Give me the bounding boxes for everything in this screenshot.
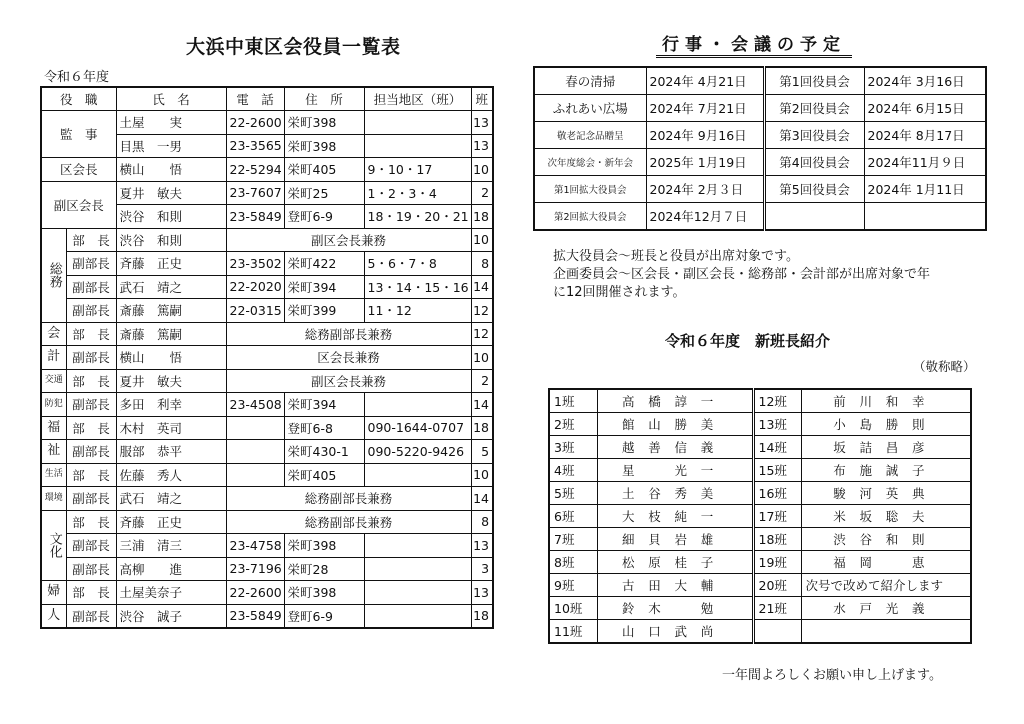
officer-han: 13 (471, 534, 493, 558)
table-row (41, 557, 493, 581)
leader-name: 古田大輔 (597, 574, 753, 597)
group-number: 6班 (549, 505, 597, 528)
leader-row (549, 551, 971, 574)
officer-name: 夏井 敏夫 (116, 369, 226, 393)
leader-row (549, 620, 971, 644)
table-row (41, 252, 493, 276)
meeting-date: 2024年 3月16日 (864, 67, 986, 95)
concurrent-note: 副区会長兼務 (226, 228, 471, 252)
roster-title: 大浜中東区会役員一覧表 (186, 36, 401, 58)
officer-role: 副部長 (66, 487, 116, 511)
officer-name: 多田 利幸 (116, 393, 226, 417)
leader-name: 越善信義 (597, 436, 753, 459)
officer-area (364, 557, 471, 581)
officer-role: 部 長 (66, 416, 116, 440)
group-number: 5班 (549, 482, 597, 505)
officer-phone: 23-3502 (226, 252, 284, 276)
group-number: 2班 (549, 413, 597, 436)
officer-han: 2 (471, 369, 493, 393)
leader-name: 水戸光義 (801, 597, 971, 620)
officer-area (364, 393, 471, 417)
leader-row (549, 482, 971, 505)
officer-address: 栄町398 (284, 581, 364, 605)
officer-han: 18 (471, 416, 493, 440)
officer-han: 8 (471, 510, 493, 534)
officer-name: 佐藤 秀人 (116, 463, 226, 487)
officer-name: 横山 悟 (116, 158, 226, 182)
officer-role: 部 長 (66, 322, 116, 346)
header-phone: 電 話 (226, 87, 284, 111)
table-row (41, 510, 493, 534)
officer-role: 部 長 (66, 369, 116, 393)
leader-name: 福岡 恵 (801, 551, 971, 574)
schedule-row (534, 149, 986, 176)
meeting-date (864, 203, 986, 231)
group-number: 21班 (753, 597, 801, 620)
officer-han: 8 (471, 252, 493, 276)
meeting-name: 第5回役員会 (764, 176, 864, 203)
officer-name: 横山 悟 (116, 346, 226, 370)
group-number: 19班 (753, 551, 801, 574)
meeting-name: 第4回役員会 (764, 149, 864, 176)
meeting-date: 2024年11月９日 (864, 149, 986, 176)
officer-name: 武石 靖之 (116, 275, 226, 299)
group-number (753, 620, 801, 644)
group-label: 生活 (41, 463, 66, 487)
officer-address: 栄町405 (284, 158, 364, 182)
schedule-note-2: 企画委員会～区会長・副区会長・総務部・会計部が出席対象で年 (553, 267, 931, 282)
leader-name: 渋谷和則 (801, 528, 971, 551)
schedule-note-3: に12回開催されます。 (553, 285, 686, 300)
group-label: 防犯 (41, 393, 66, 417)
officer-han: 13 (471, 111, 493, 135)
table-row (41, 463, 493, 487)
officer-name: 斉藤 正史 (116, 510, 226, 534)
group-label: 文化 (41, 510, 66, 581)
group-number: 3班 (549, 436, 597, 459)
officer-area (364, 111, 471, 135)
officer-han: 14 (471, 393, 493, 417)
meeting-date: 2024年 6月15日 (864, 95, 986, 122)
officer-han: 13 (471, 134, 493, 158)
table-row (41, 322, 493, 346)
officer-phone: 23-4508 (226, 393, 284, 417)
officer-name: 渋谷 和則 (116, 205, 226, 229)
officer-name: 土屋美奈子 (116, 581, 226, 605)
table-row (41, 487, 493, 511)
concurrent-note: 総務副部長兼務 (226, 510, 471, 534)
event-name: ふれあい広場 (534, 95, 646, 122)
officer-name: 土屋 実 (116, 111, 226, 135)
officer-name: 武石 靖之 (116, 487, 226, 511)
table-row (41, 111, 493, 135)
officer-address: 栄町28 (284, 557, 364, 581)
group-number: 7班 (549, 528, 597, 551)
leader-name: 布施誠子 (801, 459, 971, 482)
event-name: 敬老記念品贈呈 (534, 122, 646, 149)
header-address: 住 所 (284, 87, 364, 111)
group-number: 17班 (753, 505, 801, 528)
officer-role: 副部長 (66, 557, 116, 581)
officer-area: 1・2・3・4 (364, 181, 471, 205)
group-label: 福 (41, 416, 66, 440)
officer-han: 10 (471, 463, 493, 487)
officer-han: 12 (471, 322, 493, 346)
officer-han: 10 (471, 158, 493, 182)
officer-han: 12 (471, 299, 493, 323)
officer-han: 13 (471, 581, 493, 605)
leader-name: 次号で改めて紹介します (801, 574, 971, 597)
group-label: 会 (41, 322, 66, 346)
officer-address: 栄町399 (284, 299, 364, 323)
leader-name: 米坂聡夫 (801, 505, 971, 528)
header-name: 氏 名 (116, 87, 226, 111)
officer-address: 栄町422 (284, 252, 364, 276)
officer-name: 高柳 進 (116, 557, 226, 581)
leader-name (801, 620, 971, 644)
event-date: 2024年 9月16日 (646, 122, 764, 149)
leader-name: 駿河英典 (801, 482, 971, 505)
officer-area: 11・12 (364, 299, 471, 323)
officer-roster-table (40, 86, 494, 629)
group-number: 1班 (549, 389, 597, 413)
leader-name: 松原桂子 (597, 551, 753, 574)
officer-address: 栄町398 (284, 111, 364, 135)
officer-han: 14 (471, 487, 493, 511)
table-row (41, 604, 493, 628)
leader-row (549, 436, 971, 459)
officer-area: 18・19・20・21 (364, 205, 471, 229)
officer-role: 副部長 (66, 393, 116, 417)
header-area: 担当地区（班） (364, 87, 471, 111)
officer-address: 栄町394 (284, 393, 364, 417)
officer-phone: 22-5294 (226, 158, 284, 182)
officer-mobile: 090-1644-0707 (364, 416, 471, 440)
header-role: 役 職 (41, 87, 116, 111)
meeting-name: 第1回役員会 (764, 67, 864, 95)
officer-role: 部 長 (66, 510, 116, 534)
leader-row (549, 389, 971, 413)
group-number: 11班 (549, 620, 597, 644)
officer-phone: 22-2020 (226, 275, 284, 299)
table-row (41, 181, 493, 205)
officer-phone: 23-7607 (226, 181, 284, 205)
officer-han: 10 (471, 228, 493, 252)
group-number: 14班 (753, 436, 801, 459)
leader-name: 館山勝美 (597, 413, 753, 436)
officer-area (364, 581, 471, 605)
table-row (41, 346, 493, 370)
officer-name: 夏井 敏夫 (116, 181, 226, 205)
table-row (41, 534, 493, 558)
leader-row (549, 505, 971, 528)
closing-message: 一年間よろしくお願い申し上げます。 (722, 668, 942, 683)
group-label: 人 (41, 604, 66, 628)
event-date: 2025年 1月19日 (646, 149, 764, 176)
officer-address: 栄町25 (284, 181, 364, 205)
officer-area (364, 604, 471, 628)
officer-name: 木村 英司 (116, 416, 226, 440)
officer-role: 副部長 (66, 252, 116, 276)
table-row (41, 581, 493, 605)
officer-role: 副部長 (66, 299, 116, 323)
leader-row (549, 597, 971, 620)
officer-area: 5・6・7・8 (364, 252, 471, 276)
meeting-name (764, 203, 864, 231)
officer-han: 14 (471, 275, 493, 299)
group-label: 副区会長 (41, 181, 116, 228)
officer-han: 18 (471, 604, 493, 628)
officer-han: 18 (471, 205, 493, 229)
officer-name: 渋谷 和則 (116, 228, 226, 252)
leader-name: 山口武尚 (597, 620, 753, 644)
officer-han: 10 (471, 346, 493, 370)
group-number: 20班 (753, 574, 801, 597)
officer-role: 副部長 (66, 604, 116, 628)
officer-role: 部 長 (66, 228, 116, 252)
schedule-note-1: 拡大役員会～班長と役員が出席対象です。 (553, 249, 799, 264)
leader-row (549, 413, 971, 436)
group-label: 婦 (41, 581, 66, 605)
group-number: 9班 (549, 574, 597, 597)
group-number: 4班 (549, 459, 597, 482)
event-name: 春の清掃 (534, 67, 646, 95)
event-date: 2024年12月７日 (646, 203, 764, 231)
leader-name: 前川和幸 (801, 389, 971, 413)
group-label: 区会長 (41, 158, 116, 182)
officer-address: 栄町398 (284, 134, 364, 158)
officer-area (364, 463, 471, 487)
group-number: 10班 (549, 597, 597, 620)
officer-phone: 22-2600 (226, 581, 284, 605)
group-number: 18班 (753, 528, 801, 551)
officer-role: 副部長 (66, 275, 116, 299)
officer-name: 斎藤 篤嗣 (116, 299, 226, 323)
group-label: 計 (41, 346, 66, 370)
officer-address: 栄町398 (284, 534, 364, 558)
leader-name: 鈴木 勉 (597, 597, 753, 620)
table-row (41, 369, 493, 393)
event-name: 次年度総会・新年会 (534, 149, 646, 176)
officer-role: 部 長 (66, 463, 116, 487)
concurrent-note: 総務副部長兼務 (226, 322, 471, 346)
group-label: 交通 (41, 369, 66, 393)
group-number: 15班 (753, 459, 801, 482)
officer-phone: 23-7196 (226, 557, 284, 581)
schedule-row (534, 176, 986, 203)
leader-name: 小島勝則 (801, 413, 971, 436)
table-row (41, 299, 493, 323)
group-number: 12班 (753, 389, 801, 413)
officer-address: 登町6-9 (284, 205, 364, 229)
officer-name: 斉藤 正史 (116, 252, 226, 276)
officer-address: 栄町394 (284, 275, 364, 299)
table-row (41, 228, 493, 252)
table-row (41, 416, 493, 440)
table-row (41, 275, 493, 299)
honorific-note: （敬称略） (913, 359, 976, 374)
officer-name: 服部 恭平 (116, 440, 226, 464)
table-row (41, 393, 493, 417)
event-date: 2024年 4月21日 (646, 67, 764, 95)
group-number: 16班 (753, 482, 801, 505)
officer-han: 3 (471, 557, 493, 581)
schedule-title: 行事・会議の予定 (656, 30, 852, 58)
schedule-row (534, 122, 986, 149)
schedule-row (534, 95, 986, 122)
officer-name: 斎藤 篤嗣 (116, 322, 226, 346)
leader-name: 坂詰昌彦 (801, 436, 971, 459)
roster-header-row (41, 87, 493, 111)
officer-mobile: 090-5220-9426 (364, 440, 471, 464)
officer-address: 栄町430-1 (284, 440, 364, 464)
officer-phone: 23-5849 (226, 205, 284, 229)
officer-role: 副部長 (66, 440, 116, 464)
officer-area: 13・14・15・16 (364, 275, 471, 299)
group-label: 環境 (41, 487, 66, 511)
concurrent-note: 区会長兼務 (226, 346, 471, 370)
header-han: 班 (471, 87, 493, 111)
group-label: 総務 (41, 228, 66, 322)
officer-area (364, 134, 471, 158)
leader-name: 高橋諄一 (597, 389, 753, 413)
officer-name: 渋谷 誠子 (116, 604, 226, 628)
officer-phone: 22-0315 (226, 299, 284, 323)
meeting-date: 2024年 1月11日 (864, 176, 986, 203)
meeting-name: 第3回役員会 (764, 122, 864, 149)
officer-phone (226, 416, 284, 440)
group-number: 13班 (753, 413, 801, 436)
officer-area: 9・10・17 (364, 158, 471, 182)
schedule-row (534, 67, 986, 95)
group-number: 8班 (549, 551, 597, 574)
leader-name: 大枝純一 (597, 505, 753, 528)
meeting-date: 2024年 8月17日 (864, 122, 986, 149)
officer-address: 登町6-9 (284, 604, 364, 628)
leader-name: 細貝岩雄 (597, 528, 753, 551)
officer-name: 目黒 一男 (116, 134, 226, 158)
officer-phone: 23-4758 (226, 534, 284, 558)
officer-phone (226, 463, 284, 487)
leaders-title: 令和６年度 新班長紹介 (665, 332, 831, 350)
officer-han: 2 (471, 181, 493, 205)
event-date: 2024年 7月21日 (646, 95, 764, 122)
leader-row (549, 528, 971, 551)
officer-phone: 23-3565 (226, 134, 284, 158)
officer-address: 登町6-8 (284, 416, 364, 440)
leader-name: 土谷秀美 (597, 482, 753, 505)
group-label: 祉 (41, 440, 66, 464)
officer-area (364, 534, 471, 558)
officer-phone: 23-5849 (226, 604, 284, 628)
officer-name: 三浦 清三 (116, 534, 226, 558)
event-name: 第1回拡大役員会 (534, 176, 646, 203)
group-label: 監 事 (41, 111, 116, 158)
table-row (41, 440, 493, 464)
officer-phone (226, 440, 284, 464)
concurrent-note: 総務副部長兼務 (226, 487, 471, 511)
event-name: 第2回拡大役員会 (534, 203, 646, 231)
leader-name: 星 光一 (597, 459, 753, 482)
officer-phone: 22-2600 (226, 111, 284, 135)
roster-year: 令和６年度 (44, 70, 110, 85)
schedule-table (533, 66, 987, 231)
leader-row (549, 574, 971, 597)
officer-role: 部 長 (66, 581, 116, 605)
schedule-row (534, 203, 986, 231)
officer-role: 副部長 (66, 534, 116, 558)
concurrent-note: 副区会長兼務 (226, 369, 471, 393)
table-row (41, 158, 493, 182)
officer-role: 副部長 (66, 346, 116, 370)
officer-han: 5 (471, 440, 493, 464)
officer-address: 栄町405 (284, 463, 364, 487)
group-leaders-table (548, 388, 972, 644)
leader-row (549, 459, 971, 482)
meeting-name: 第2回役員会 (764, 95, 864, 122)
event-date: 2024年 2月３日 (646, 176, 764, 203)
